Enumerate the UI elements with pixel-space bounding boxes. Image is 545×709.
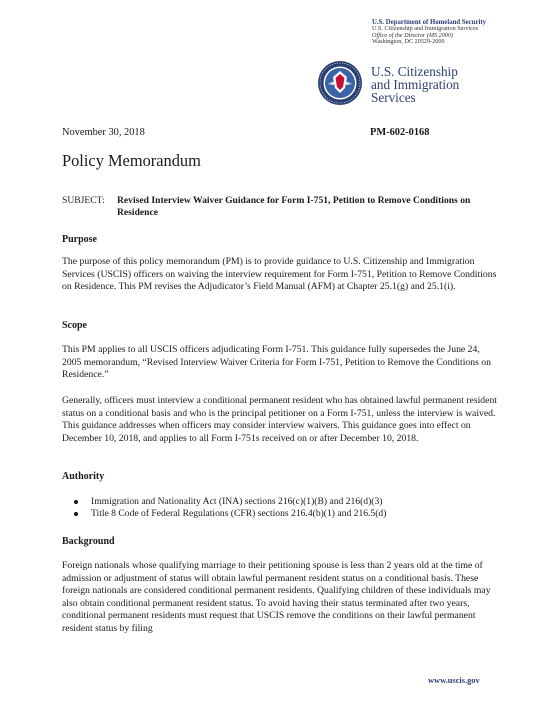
footer-url: www.uscis.gov [428, 676, 480, 685]
department-name: U.S. Department of Homeland Security [372, 19, 487, 26]
scope-paragraph-2: Generally, officers must interview a conditional permanent resident who has obtained lawful permanent resident status on a conditional basis and who is the principal petitioner on a Form I-751, unless the interview is waived. This guidance addresses when officers may consider interview waivers. This guidance goes into effect on December 10, 2018, and applies to all Form I-751s received on or after December 10, 2018. [62, 395, 497, 444]
agency-wordmark [371, 66, 459, 105]
address-line: Washington, DC 20529-2000 [372, 38, 445, 46]
authority-item-text: Title 8 Code of Federal Regulations (CFR) sections 216.4(b)(1) and 216.5(d) [91, 508, 387, 520]
letterhead [372, 19, 540, 46]
scope-paragraph-1: This PM applies to all USCIS officers adjudicating Form I-751. This guidance fully supersedes the June 24, 2005 memorandum, “Revised Interview Waiver Criteria for Form I-751, Petition to Remove the Conditions on Residence.” [62, 344, 491, 381]
bullet-icon [74, 512, 78, 516]
agency-line: U.S. Citizenship and Immigration Services [372, 25, 479, 33]
heading-scope: Scope [62, 320, 87, 331]
agency-name-line: Services [371, 89, 416, 105]
background-paragraph: Foreign nationals whose qualifying marriage to their petitioning spouse is less than 2 years old at the time of admission or adjustment of status will obtain lawful permanent resident status on a conditional basis. These foreign nationals are considered conditional permanent residents. Qualifying children of these individuals may also obtain conditional permanent resident status. To avoid having their status terminated after two years, conditional permanent residents must request that USCIS remove the conditions on their lawful permanent resident status by filing [62, 560, 491, 635]
agency-name-line: and Immigration [371, 76, 460, 92]
office-line: Office of the Director (MS 2000) [372, 31, 454, 39]
list-item [62, 508, 499, 520]
subject-label: SUBJECT: [62, 195, 105, 206]
authority-item-text: Immigration and Nationality Act (INA) sections 216(c)(1)(B) and 216(d)(3) [91, 496, 383, 507]
subject-text: Revised Interview Waiver Guidance for Form I-751, Petition to Remove Conditions on Residence [117, 195, 471, 218]
bullet-icon [74, 500, 78, 504]
dhs-seal-icon [317, 60, 363, 106]
memo-number: PM-602-0168 [370, 127, 430, 138]
list-item [62, 496, 499, 508]
heading-authority: Authority [62, 471, 105, 482]
heading-purpose: Purpose [62, 234, 97, 245]
agency-name-line: U.S. Citizenship [371, 64, 458, 79]
heading-background: Background [62, 536, 115, 547]
memo-date: November 30, 2018 [62, 127, 145, 138]
authority-list [62, 496, 499, 521]
page-title: Policy Memorandum [62, 151, 201, 170]
purpose-paragraph: The purpose of this policy memorandum (PM) is to provide guidance to U.S. Citizenship and Immigration Services (USCIS) officers on waiving the interview requirement for Form I-751, Petition to Remove Conditions on Residence. This PM revises the Adjudicator’s Field Manual (AFM) at Chapter 25.1(g) and 25.1(i). [62, 256, 497, 293]
